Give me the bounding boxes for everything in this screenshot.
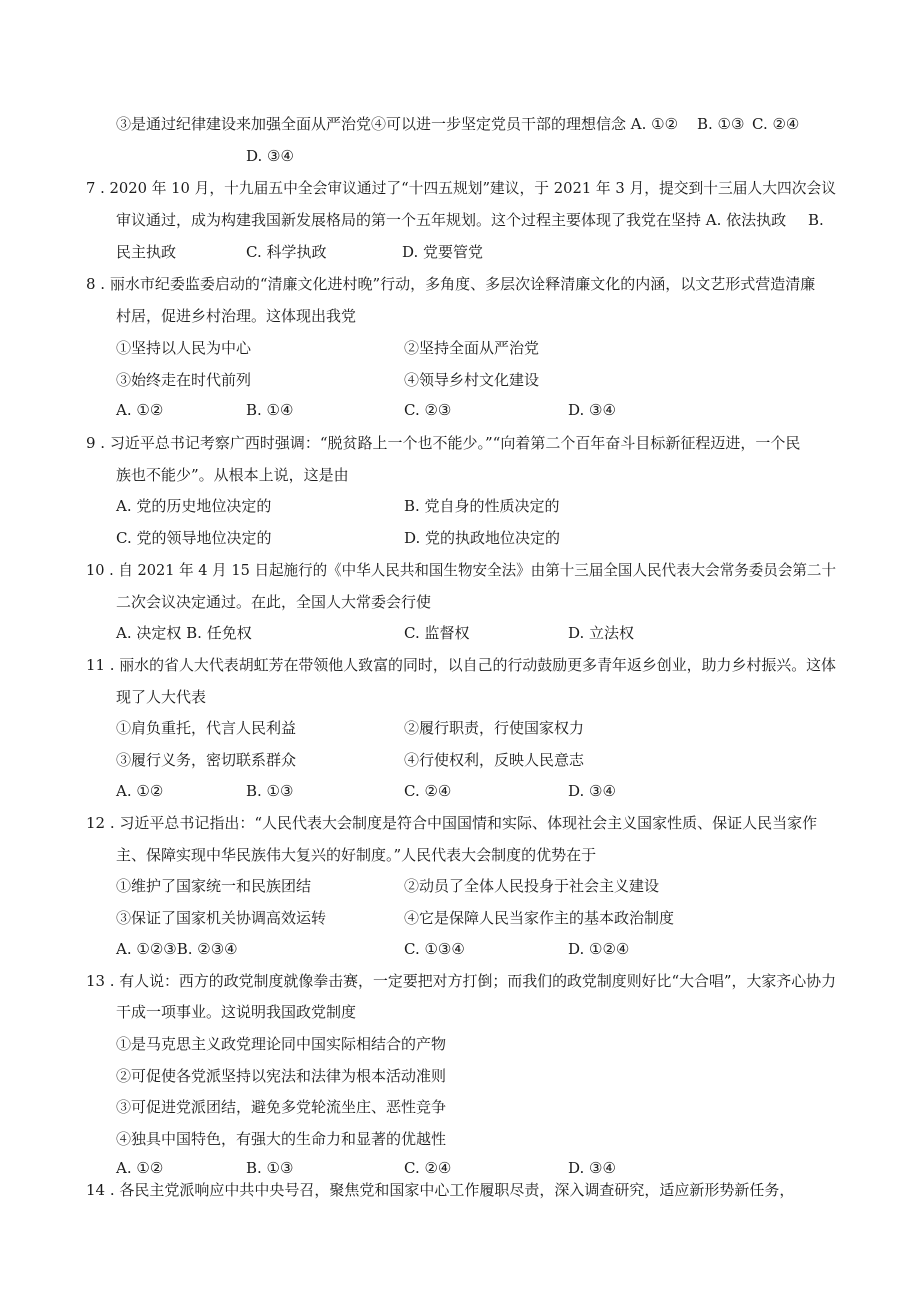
q13-option-a: A. ①②: [116, 1159, 164, 1177]
q9-stem-line1: 9 . 习近平总书记考察广西时强调：“脱贫路上一个也不能少。”“向着第二个百年奋斗目标新征程迈进，一个民: [86, 434, 801, 452]
q9-stem-line2: 族也不能少”。从根本上说，这是由: [116, 466, 349, 484]
q13-option-c: C. ②④: [404, 1159, 452, 1177]
q13-statement-3: ③可促进党派团结，避免多党轮流坐庄、恶性竞争: [116, 1098, 447, 1116]
q12-stem-line2: 主、保障实现中华民族伟大复兴的好制度。”人民代表大会制度的优势在于: [116, 846, 597, 864]
q9-option-c: C. 党的领导地位决定的: [116, 529, 272, 547]
q13-statement-2: ②可促使各党派坚持以宪法和法律为根本活动准则: [116, 1067, 447, 1085]
q9-option-b: B. 党自身的性质决定的: [404, 497, 560, 515]
q12-stem-line1: 12 . 习近平总书记指出：“人民代表大会制度是符合中国国情和实际、体现社会主义国家性质、保证人民当家作: [86, 814, 818, 832]
q13-option-d: D. ③④: [568, 1159, 616, 1177]
q10-option-d: D. 立法权: [568, 624, 635, 642]
q13-statement-1: ①是马克思主义政党理论同中国实际相结合的产物: [116, 1035, 447, 1053]
q11-statement-4: ④行使权利，反映人民意志: [404, 751, 585, 769]
q13-statement-4: ④独具中国特色，有强大的生命力和显著的优越性: [116, 1130, 447, 1148]
q8-statement-2: ②坚持全面从严治党: [404, 339, 540, 357]
q6-statement-line: ③是通过纪律建设来加强全面从严治党④可以进一步坚定党员干部的理想信念 A. ①②: [116, 115, 679, 133]
q8-option-c: C. ②③: [404, 401, 452, 419]
q12-statement-1: ①维护了国家统一和民族团结: [116, 877, 312, 895]
q12-option-d: D. ①②④: [568, 940, 630, 958]
q7-option-d: D. 党要管党: [402, 243, 484, 261]
q11-statement-1: ①肩负重托，代言人民利益: [116, 719, 297, 737]
q9-option-d: D. 党的执政地位决定的: [404, 529, 561, 547]
q10-option-c: C. 监督权: [404, 624, 470, 642]
q8-option-a: A. ①②: [116, 401, 164, 419]
q11-option-d: D. ③④: [568, 782, 616, 800]
q8-statement-3: ③始终走在时代前列: [116, 371, 252, 389]
q10-stem-line2: 二次会议决定通过。在此，全国人大常委会行使: [116, 593, 432, 611]
q13-stem-line2: 干成一项事业。这说明我国政党制度: [116, 1003, 357, 1021]
q8-statement-1: ①坚持以人民为中心: [116, 339, 252, 357]
q12-statement-4: ④它是保障人民当家作主的基本政治制度: [404, 909, 675, 927]
q6-option-c: C. ②④: [752, 115, 800, 133]
q11-statement-3: ③履行义务，密切联系群众: [116, 751, 297, 769]
q7-option-b-text: 民主执政: [116, 243, 177, 261]
q7-stem-line2: 审议通过，成为构建我国新发展格局的第一个五年规划。这个过程主要体现了我党在坚持 A. 依法执政: [116, 211, 787, 229]
q11-statement-2: ②履行职责，行使国家权力: [404, 719, 585, 737]
q13-option-b: B. ①③: [246, 1159, 294, 1177]
q9-option-a: A. 党的历史地位决定的: [116, 497, 272, 515]
q14-stem-line1: 14 . 各民主党派响应中共中央号召，聚焦党和国家中心工作履职尽责，深入调查研究，适应新形势新任务，: [86, 1181, 795, 1199]
q10-stem-line1: 10 . 自 2021 年 4 月 15 日起施行的《中华人民共和国生物安全法》由第十三届全国人民代表大会常务委员会第二十: [86, 561, 836, 579]
q7-stem-line1: 7 . 2020 年 10 月，十九届五中全会审议通过了“十四五规划”建议，于 2021 年 3 月，提交到十三届人大四次会议: [86, 179, 836, 197]
q11-stem-line2: 现了人大代表: [116, 688, 207, 706]
q12-statement-3: ③保证了国家机关协调高效运转: [116, 909, 327, 927]
q8-stem-line2: 村居，促进乡村治理。这体现出我党: [116, 307, 357, 325]
q7-option-b-letter: B.: [808, 211, 824, 229]
q8-option-b: B. ①④: [246, 401, 294, 419]
q13-stem-line1: 13 . 有人说：西方的政党制度就像拳击赛，一定要把对方打倒；而我们的政党制度则好比“大合唱”，大家齐心协力: [86, 972, 836, 990]
q8-option-d: D. ③④: [568, 401, 616, 419]
q12-statement-2: ②动员了全体人民投身于社会主义建设: [404, 877, 660, 895]
q8-stem-line1: 8 . 丽水市纪委监委启动的“清廉文化进村晚”行动，多角度、多层次诠释清廉文化的内涵，以文艺形式营造清廉: [86, 275, 816, 293]
q12-option-c: C. ①③④: [404, 940, 465, 958]
q7-option-c: C. 科学执政: [246, 243, 327, 261]
q6-option-d: D. ③④: [246, 147, 294, 165]
q12-option-ab: A. ①②③B. ②③④: [116, 940, 238, 958]
q11-option-a: A. ①②: [116, 782, 164, 800]
q10-option-ab: A. 决定权 B. 任免权: [116, 624, 252, 642]
q6-option-b: B. ①③: [697, 115, 745, 133]
q8-statement-4: ④领导乡村文化建设: [404, 371, 540, 389]
q11-stem-line1: 11 . 丽水的省人大代表胡虹芳在带领他人致富的同时，以自己的行动鼓励更多青年返乡创业，助力乡村振兴。这体: [86, 656, 836, 674]
q11-option-c: C. ②④: [404, 782, 452, 800]
q11-option-b: B. ①③: [246, 782, 294, 800]
